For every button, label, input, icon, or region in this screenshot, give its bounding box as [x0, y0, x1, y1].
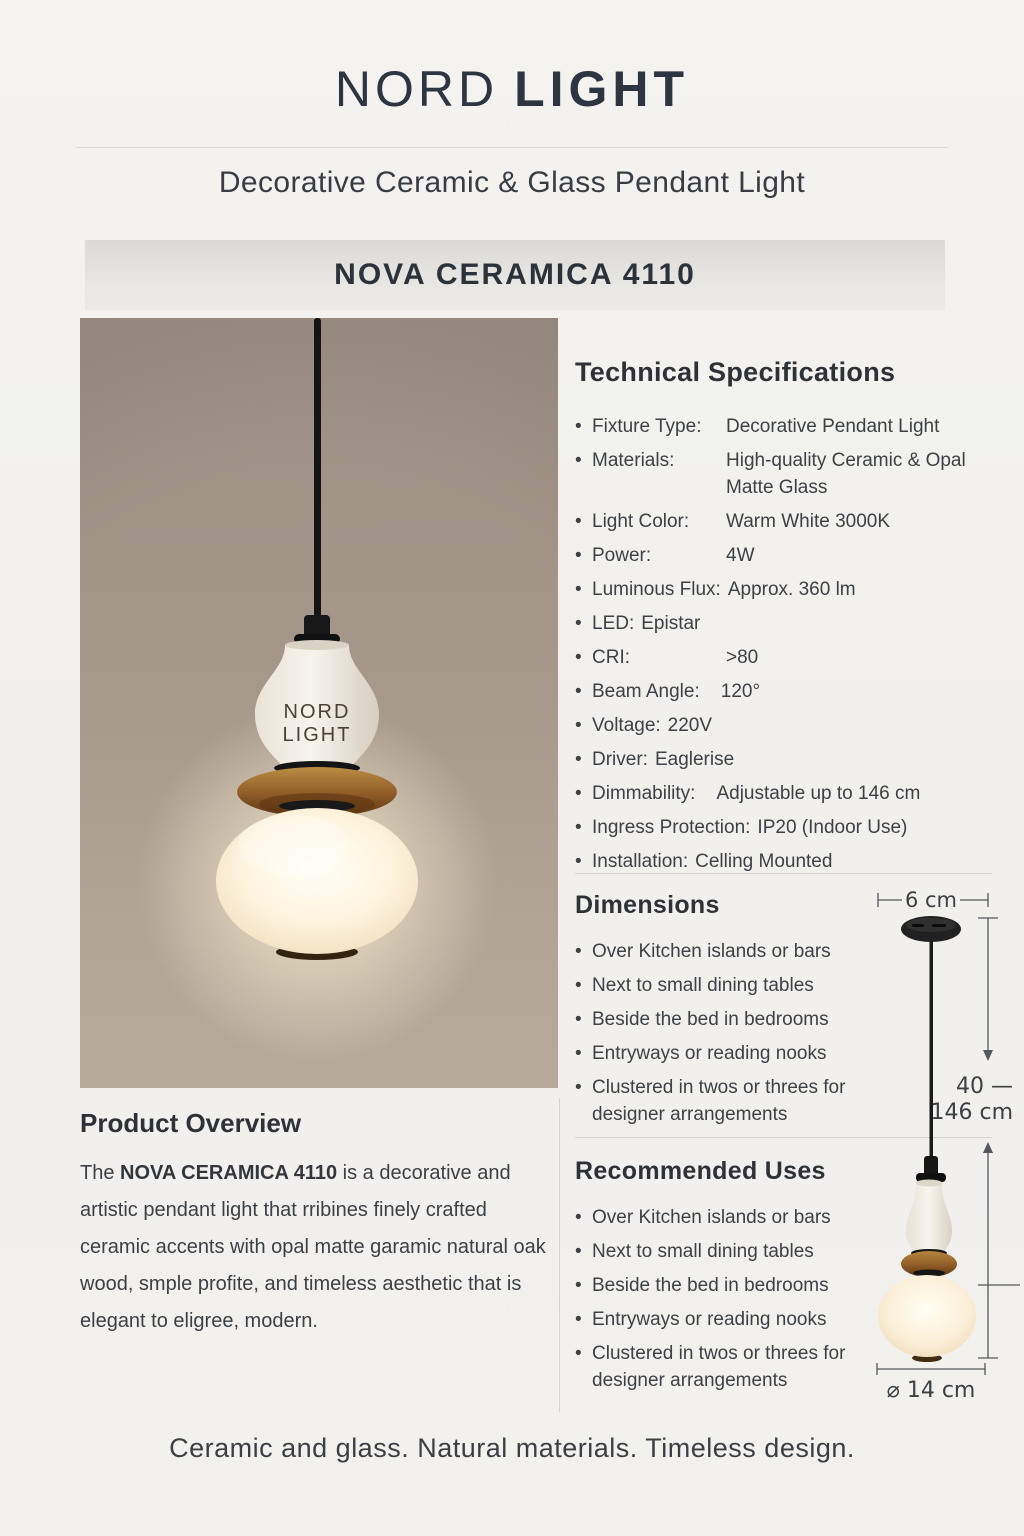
- model-banner: [85, 240, 945, 310]
- recommended-uses-section: [575, 1156, 875, 1401]
- lamp-cord: [314, 318, 321, 620]
- spec-cri: • CRI: >80: [575, 644, 995, 671]
- spec-driver: • Driver: Eaglerise: [575, 746, 995, 773]
- brand-word-light: LIGHT: [514, 61, 690, 117]
- recommended-item: • Over Kitchen islands or bars: [575, 1204, 875, 1231]
- spec-ingress-protection: • Ingress Protection: IP20 (Indoor Use): [575, 814, 995, 841]
- dimensions-item: • Entryways or reading nooks: [575, 1040, 875, 1067]
- diagram-cord: [930, 941, 934, 1173]
- dimensions-item: • Next to small dining tables: [575, 972, 875, 999]
- spec-fixture-type: • Fixture Type: Decorative Pendant Light: [575, 413, 995, 440]
- spec-led: • LED: Epistar: [575, 610, 995, 637]
- dimensions-section: [575, 890, 875, 1135]
- lamp-brand-text-line1: NORD: [283, 701, 351, 723]
- spec-dimmability: • Dimmability: Adjustable up to 146 cm: [575, 780, 995, 807]
- spec-materials: • Materials: High-quality Ceramic & Opal Matte Glass: [575, 447, 995, 501]
- canopy-slot: [932, 924, 946, 927]
- drop-range-label-line1: 40 —: [956, 1074, 1013, 1099]
- dimensions-item: • Over Kitchen islands or bars: [575, 938, 875, 965]
- product-overview-section: [80, 1108, 548, 1340]
- product-subtitle: Decorative Ceramic & Glass Pendant Light: [218, 166, 806, 199]
- product-overview-text: The NOVA CERAMICA 4110 is a decorative and artistic pendant light that rribines finely crafted ceramic accents with opal matte garamic natural oak wood, smple profite, and timeless aesthetic that is elegant to eligree, modern.: [80, 1162, 546, 1332]
- drop-height-measure: [978, 918, 1020, 1358]
- diameter-label: ⌀ 14 cm: [886, 1378, 976, 1403]
- section-divider-1: [575, 873, 992, 874]
- recommended-item: • Entryways or reading nooks: [575, 1306, 875, 1333]
- recommended-item: • Clustered in twos or threes for designer arrangements: [575, 1340, 875, 1394]
- recommended-item: • Next to small dining tables: [575, 1238, 875, 1265]
- arrow-down: [983, 1050, 993, 1061]
- dimension-diagram: [860, 880, 1024, 1410]
- ceramic-top-cap: [285, 640, 349, 650]
- globe-highlight: [238, 815, 348, 875]
- pendant-lamp-illustration: [80, 318, 558, 1088]
- recommended-item: • Beside the bed in bedrooms: [575, 1272, 875, 1299]
- canopy-slot: [912, 924, 924, 927]
- technical-specifications-heading: Technical Specifications: [575, 357, 896, 387]
- dimensions-heading: Dimensions: [575, 891, 720, 919]
- lamp-brand-text-line2: LIGHT: [282, 724, 352, 746]
- spec-list: [575, 413, 995, 875]
- spec-luminous-flux: • Luminous Flux: Approx. 360 lm: [575, 576, 995, 603]
- spec-installation: • Installation: Celling Mounted: [575, 848, 995, 875]
- dimensions-item: • Clustered in twos or threes for designer arrangements: [575, 1074, 875, 1128]
- diagram-ceramic-cap: [916, 1180, 942, 1187]
- diagram-ceramic-body: [906, 1183, 952, 1252]
- spec-power: • Power: 4W: [575, 542, 995, 569]
- product-overview-heading: Product Overview: [80, 1108, 302, 1138]
- diameter-measure: [877, 1363, 985, 1375]
- diagram-glass-globe: [878, 1275, 976, 1357]
- recommended-uses-heading: Recommended Uses: [575, 1157, 826, 1185]
- column-divider: [559, 1098, 560, 1412]
- brand-word-nord: NORD: [334, 61, 499, 117]
- arrow-up: [983, 1142, 993, 1153]
- technical-specifications-section: [575, 356, 995, 882]
- drop-range-label-line2: 146 cm: [930, 1100, 1013, 1125]
- brand-logo: [0, 60, 1024, 118]
- footer-tagline: Ceramic and glass. Natural materials. Timeless design.: [169, 1433, 855, 1463]
- dimensions-list: [575, 938, 875, 1128]
- dimensions-item: • Beside the bed in bedrooms: [575, 1006, 875, 1033]
- spec-light-color: • Light Color: Warm White 3000K: [575, 508, 995, 535]
- model-name: NOVA CERAMICA 4110: [334, 258, 696, 291]
- spec-beam-angle: • Beam Angle: 120°: [575, 678, 995, 705]
- spec-voltage: • Voltage: 220V: [575, 712, 995, 739]
- recommended-uses-list: [575, 1204, 875, 1394]
- overview-model-name: NOVA CERAMICA 4110: [120, 1162, 338, 1184]
- product-photo: [80, 318, 558, 1088]
- header-divider: [76, 147, 948, 148]
- canopy-width-label: 6 cm: [904, 888, 958, 912]
